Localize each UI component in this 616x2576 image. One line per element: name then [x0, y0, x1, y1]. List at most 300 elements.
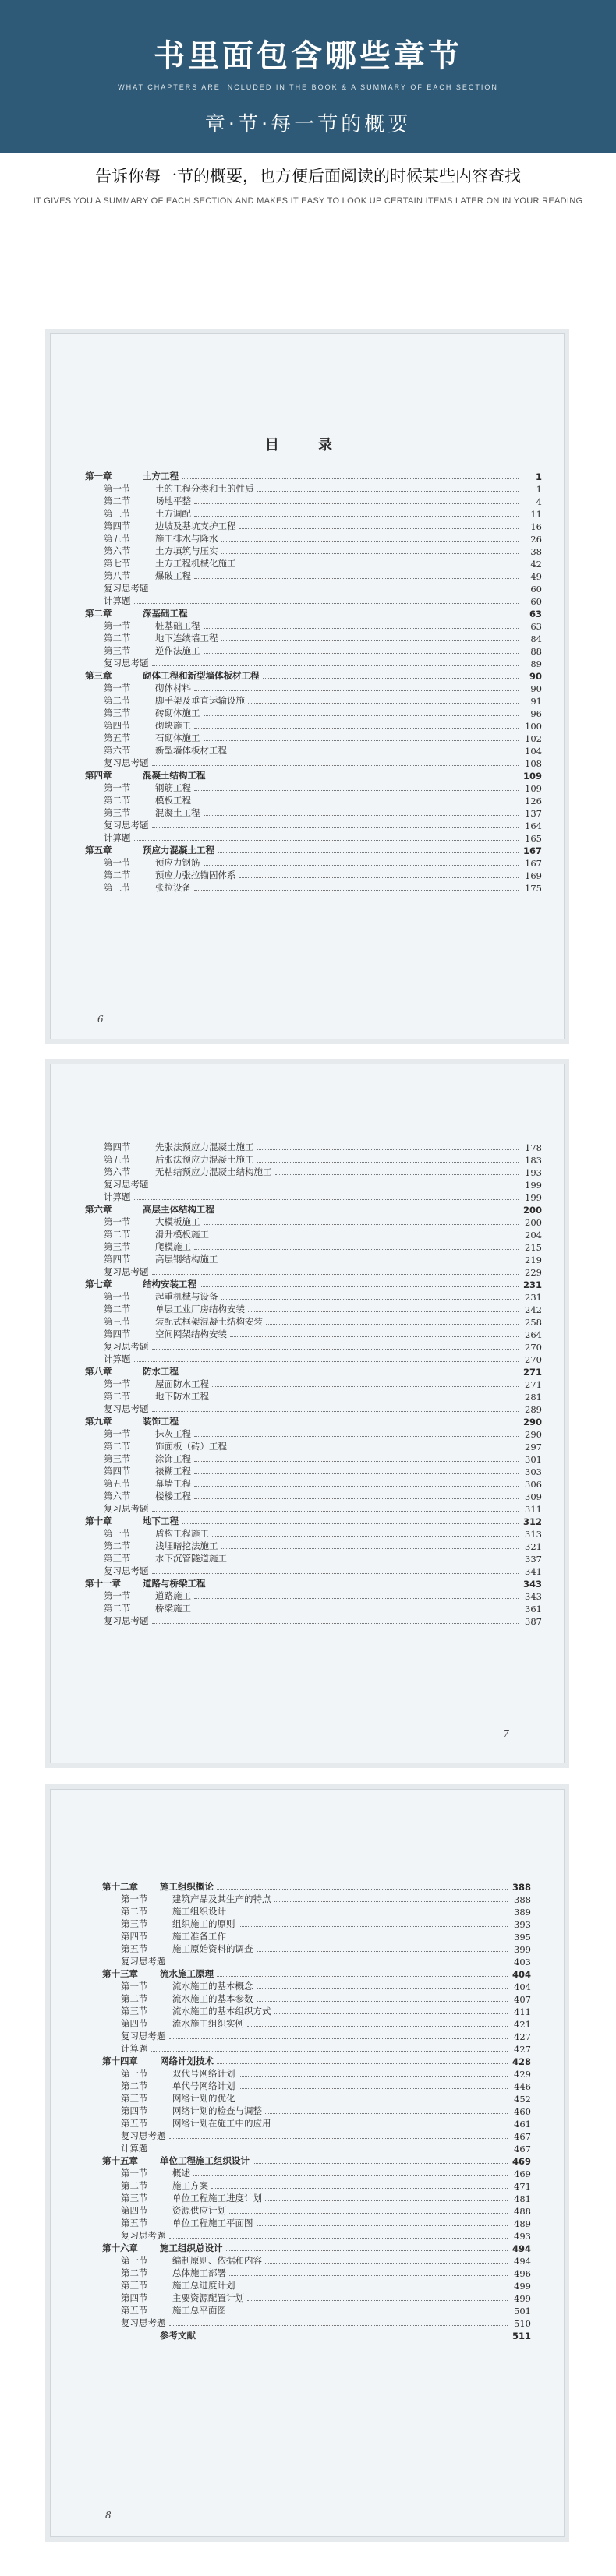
- toc-entry-row: [85, 520, 542, 532]
- entry-page: 361: [525, 1604, 542, 1614]
- entry-title: 滑升模板施工: [155, 1229, 209, 1240]
- entry-title: 单层工业厂房结构安装: [155, 1304, 245, 1314]
- entry-number: 第二节: [104, 1229, 131, 1240]
- toc-entry-row: [85, 595, 542, 607]
- entry-page: 96: [530, 708, 542, 719]
- entry-title: 施工组织总设计: [160, 2243, 223, 2253]
- toc-entry-row: [102, 1955, 531, 1967]
- toc-entry-row: [102, 2267, 531, 2279]
- entry-number: 第四节: [104, 1254, 131, 1265]
- entry-number: 第十章: [85, 1516, 112, 1526]
- leader-dots: [204, 628, 519, 629]
- entry-title: 复习思考题: [121, 1956, 166, 1967]
- entry-title: 抹灰工程: [155, 1428, 191, 1439]
- leader-dots: [194, 578, 519, 579]
- entry-number: 第四节: [104, 1466, 131, 1477]
- leader-dots: [194, 790, 519, 791]
- entry-page: 404: [512, 1969, 531, 1980]
- entry-title: 复习思考题: [121, 2230, 166, 2241]
- entry-number: 第四节: [121, 2105, 148, 2116]
- leader-dots: [193, 2175, 508, 2176]
- entry-page: 165: [525, 833, 542, 844]
- entry-page: 303: [525, 1466, 542, 1477]
- entry-title: 复习思考题: [104, 1615, 149, 1626]
- entry-title: 地下工程: [143, 1516, 179, 1526]
- entry-number: 第五节: [121, 2305, 148, 2316]
- entry-title: 预应力张拉锚固体系: [155, 870, 236, 880]
- leader-dots: [217, 1976, 508, 1977]
- entry-page: 200: [525, 1217, 542, 1228]
- toc-entry-row: [102, 1992, 531, 2005]
- toc-list: [102, 1880, 531, 2341]
- entry-title: 流水施工的基本组织方式: [172, 2006, 271, 2017]
- toc-entry-row: [102, 2192, 531, 2204]
- entry-page: 126: [525, 796, 542, 806]
- entry-number: 第一节: [104, 683, 131, 693]
- leader-dots: [134, 840, 519, 841]
- leader-dots: [266, 1324, 519, 1325]
- toc-entry-row: [85, 831, 542, 844]
- entry-page: 4: [536, 496, 542, 507]
- leader-dots: [194, 890, 519, 891]
- toc-entry-row: [102, 1930, 531, 1943]
- entry-number: 第一节: [104, 1428, 131, 1439]
- toc-page-2: [50, 1064, 565, 1763]
- entry-page: 193: [525, 1167, 542, 1178]
- leader-dots: [230, 1336, 519, 1337]
- leader-dots: [257, 1951, 508, 1952]
- toc-chapter-row: [102, 2055, 531, 2067]
- entry-title: 主要资源配置计划: [172, 2292, 244, 2303]
- entry-title: 模板工程: [155, 795, 191, 806]
- toc-entry-row: [85, 881, 542, 894]
- toc-chapter-row: [85, 1415, 542, 1427]
- toc-entry-row: [85, 806, 542, 819]
- entry-title: 张拉设备: [155, 882, 191, 893]
- entry-page: 403: [514, 1957, 531, 1967]
- entry-title: 施工总进度计划: [172, 2280, 235, 2291]
- leader-dots: [217, 1889, 508, 1890]
- entry-number: 第一节: [104, 1528, 131, 1539]
- toc-entry-row: [85, 1303, 542, 1315]
- entry-page: 388: [512, 1882, 531, 1893]
- toc-entry-row: [85, 1502, 542, 1515]
- leader-dots: [257, 1162, 519, 1163]
- toc-entry-row: [85, 1465, 542, 1477]
- entry-title: 砌体材料: [155, 683, 191, 693]
- entry-number: 第二节: [104, 633, 131, 644]
- toc-entry-row: [85, 632, 542, 644]
- toc-entry-row: [85, 1565, 542, 1577]
- toc-entry-row: [85, 1552, 542, 1565]
- toc-chapter-row: [85, 1278, 542, 1290]
- entry-number: 第五章: [85, 845, 112, 856]
- entry-page: 84: [530, 633, 542, 644]
- toc-chapter-row: [102, 2329, 531, 2341]
- entry-page: 499: [514, 2293, 531, 2304]
- leader-dots: [194, 728, 519, 729]
- toc-entry-row: [85, 1340, 542, 1353]
- entry-page: 428: [512, 2056, 531, 2067]
- entry-page: 102: [525, 733, 542, 744]
- entry-page: 312: [522, 1516, 542, 1527]
- toc-entry-row: [102, 2317, 531, 2329]
- toc-entry-row: [102, 2167, 531, 2179]
- toc-entry-row: [85, 744, 542, 757]
- toc-entry-row: [85, 1228, 542, 1240]
- entry-number: 第二节: [104, 1304, 131, 1314]
- entry-page: 489: [514, 2218, 531, 2229]
- toc-chapter-row: [102, 1967, 531, 1980]
- toc-entry-row: [102, 2080, 531, 2092]
- entry-page: 100: [525, 721, 542, 732]
- toc-entry-row: [85, 869, 542, 881]
- entry-number: 第一节: [104, 1378, 131, 1389]
- toc-list: [85, 1141, 542, 1627]
- entry-title: 逆作法施工: [155, 645, 200, 656]
- entry-title: 复习思考题: [104, 1503, 149, 1514]
- entry-title: 施工组织设计: [172, 1906, 226, 1917]
- leader-dots: [248, 1311, 519, 1312]
- entry-number: 第二节: [104, 1391, 131, 1402]
- toc-heading: 目 录: [264, 437, 350, 453]
- toc-entry-row: [85, 782, 542, 794]
- entry-number: 第二节: [121, 2267, 148, 2278]
- leader-dots: [239, 2088, 508, 2089]
- entry-number: 第一节: [121, 1981, 148, 1992]
- toc-entry-row: [102, 2042, 531, 2055]
- entry-title: 流水施工的基本参数: [172, 1993, 253, 2004]
- leader-dots: [257, 491, 519, 492]
- toc-entry-row: [85, 1427, 542, 1440]
- toc-entry-row: [85, 1191, 542, 1203]
- entry-title: 涂饰工程: [155, 1453, 191, 1464]
- leader-dots: [194, 690, 519, 691]
- entry-title: 流水施工的基本概念: [172, 1981, 253, 1992]
- entry-title: 饰面板（砖）工程: [155, 1441, 227, 1452]
- toc-page-3: [50, 1789, 565, 2537]
- toc-entry-row: [85, 1378, 542, 1390]
- toc-entry-row: [85, 1403, 542, 1415]
- entry-page: 16: [530, 521, 542, 532]
- entry-title: 计算题: [104, 1353, 131, 1364]
- leader-dots: [265, 2200, 508, 2201]
- entry-page: 452: [514, 2094, 531, 2105]
- leader-dots: [182, 478, 519, 479]
- entry-page: 387: [525, 1616, 542, 1627]
- entry-page: 481: [514, 2193, 531, 2204]
- leader-dots: [257, 1149, 519, 1150]
- entry-number: 第十二章: [102, 1881, 138, 1892]
- entry-number: 第五节: [104, 1154, 131, 1165]
- entry-title: 后张法预应力混凝土施工: [155, 1154, 254, 1165]
- toc-entry-row: [85, 507, 542, 520]
- entry-number: 第二节: [104, 795, 131, 806]
- entry-number: 第五节: [121, 2218, 148, 2228]
- entry-page: 494: [512, 2243, 531, 2254]
- leader-dots: [204, 1224, 519, 1225]
- toc-chapter-row: [85, 669, 542, 682]
- entry-page: 311: [525, 1504, 542, 1515]
- leader-dots: [274, 2013, 508, 2014]
- entry-title: 单位工程施工组织设计: [160, 2155, 250, 2166]
- entry-page: 494: [514, 2256, 531, 2267]
- entry-title: 计算题: [104, 1191, 131, 1202]
- entry-title: 高层钢结构施工: [155, 1254, 218, 1265]
- entry-page: 393: [514, 1919, 531, 1930]
- entry-title: 土方工程: [143, 471, 179, 482]
- entry-title: 总体施工部署: [172, 2267, 226, 2278]
- leader-dots: [265, 2113, 508, 2114]
- entry-title: 施工组织概论: [160, 1881, 214, 1892]
- entry-page: 215: [525, 1242, 542, 1253]
- page-number: 6: [97, 1014, 104, 1025]
- entry-number: 第四节: [104, 1329, 131, 1339]
- leader-dots: [221, 640, 519, 641]
- entry-page: 264: [525, 1329, 542, 1340]
- entry-title: 土方填筑与压实: [155, 545, 218, 556]
- entry-page: 231: [522, 1279, 542, 1290]
- toc-entry-row: [102, 1905, 531, 1918]
- entry-number: 第二节: [104, 1540, 131, 1551]
- toc-entry-row: [85, 545, 542, 557]
- entry-page: 290: [522, 1417, 542, 1427]
- entry-title: 复习思考题: [104, 1266, 149, 1277]
- entry-page: 306: [525, 1479, 542, 1490]
- toc-entry-row: [85, 1490, 542, 1502]
- header-banner: [0, 0, 616, 153]
- entry-page: 258: [525, 1317, 542, 1328]
- entry-page: 411: [514, 2006, 531, 2017]
- leader-dots: [152, 827, 519, 828]
- entry-page: 511: [512, 2331, 531, 2341]
- leader-dots: [194, 1486, 519, 1487]
- toc-entry-row: [102, 2117, 531, 2130]
- entry-page: 461: [514, 2119, 531, 2130]
- leader-dots: [152, 665, 519, 666]
- entry-title: 钢筋工程: [155, 782, 191, 793]
- leader-dots: [152, 1274, 519, 1275]
- leader-dots: [263, 678, 519, 679]
- entry-page: 108: [525, 758, 542, 769]
- entry-title: 复习思考题: [104, 1341, 149, 1352]
- entry-page: 337: [525, 1554, 542, 1565]
- entry-number: 第六节: [104, 545, 131, 556]
- entry-page: 407: [514, 1994, 531, 2005]
- entry-number: 第三章: [85, 670, 112, 681]
- entry-page: 501: [514, 2306, 531, 2317]
- toc-entry-row: [102, 2005, 531, 2017]
- leader-dots: [151, 2051, 508, 2052]
- entry-title: 地下防水工程: [155, 1391, 209, 1402]
- entry-title: 幕墙工程: [155, 1478, 191, 1489]
- entry-title: 复习思考题: [104, 757, 149, 768]
- leader-dots: [204, 815, 519, 816]
- entry-number: 第六章: [85, 1204, 112, 1215]
- entry-title: 装饰工程: [143, 1416, 179, 1427]
- entry-page: 290: [525, 1429, 542, 1440]
- entry-number: 第六节: [104, 1491, 131, 1501]
- leader-dots: [134, 603, 519, 604]
- entry-number: 第二节: [121, 1993, 148, 2004]
- toc-entry-row: [102, 2130, 531, 2142]
- leader-dots: [152, 1573, 519, 1574]
- toc-chapter-row: [102, 1880, 531, 1893]
- entry-title: 爬模施工: [155, 1241, 191, 1252]
- entry-number: 第四节: [121, 2292, 148, 2303]
- entry-title: 水下沉管隧道施工: [155, 1553, 227, 1564]
- entry-page: 469: [512, 2156, 531, 2167]
- entry-page: 11: [530, 509, 542, 520]
- entry-page: 341: [525, 1566, 542, 1577]
- entry-number: 第三节: [104, 645, 131, 656]
- entry-title: 石砌体施工: [155, 732, 200, 743]
- toc-entry-row: [102, 2067, 531, 2080]
- intro-section: [0, 153, 616, 333]
- entry-page: 460: [514, 2106, 531, 2117]
- entry-title: 高层主体结构工程: [143, 1204, 214, 1215]
- leader-dots: [204, 653, 519, 654]
- toc-entry-row: [85, 495, 542, 507]
- entry-page: 281: [525, 1392, 542, 1403]
- entry-title: 复习思考题: [104, 658, 149, 669]
- entry-number: 第四节: [121, 2018, 148, 2029]
- entry-title: 装配式框架混凝土结构安装: [155, 1316, 263, 1327]
- toc-entry-row: [85, 1315, 542, 1328]
- entry-number: 第一节: [104, 782, 131, 793]
- toc-entry-row: [85, 1614, 542, 1627]
- entry-title: 计算题: [104, 595, 131, 606]
- entry-number: 第二节: [104, 870, 131, 880]
- leader-dots: [274, 1901, 508, 1902]
- entry-title: 预应力钢筋: [155, 857, 200, 868]
- toc-entry-row: [85, 1253, 542, 1265]
- leader-dots: [134, 1361, 519, 1362]
- entry-number: 第三节: [121, 2193, 148, 2204]
- entry-number: 第一节: [121, 2168, 148, 2179]
- entry-page: 499: [514, 2281, 531, 2292]
- toc-entry-row: [85, 719, 542, 732]
- entry-title: 复习思考题: [104, 1403, 149, 1414]
- entry-number: 第一节: [121, 2255, 148, 2266]
- toc-entry-row: [102, 2304, 531, 2317]
- intro-text-en: IT GIVES YOU A SUMMARY OF EACH SECTION AND MAKES IT EASY TO LOOK UP CERTAIN ITEMS LATER ON IN YOUR READING: [33, 196, 583, 206]
- leader-dots: [257, 2225, 508, 2226]
- leader-dots: [239, 877, 519, 878]
- entry-title: 资源供应计划: [172, 2205, 226, 2216]
- entry-number: 第十一章: [85, 1578, 121, 1589]
- entry-number: 第一节: [104, 1291, 131, 1302]
- entry-page: 231: [525, 1292, 542, 1303]
- leader-dots: [169, 2138, 508, 2139]
- leader-dots: [134, 1199, 519, 1200]
- entry-page: 289: [525, 1404, 542, 1415]
- entry-number: 第一节: [104, 620, 131, 631]
- toc-entry-row: [102, 1893, 531, 1905]
- leader-dots: [152, 1349, 519, 1350]
- entry-title: 地下连续墙工程: [155, 633, 218, 644]
- toc-chapter-row: [85, 769, 542, 782]
- toc-chapter-row: [85, 1577, 542, 1590]
- toc-entry-row: [102, 1918, 531, 1930]
- entry-page: 89: [530, 658, 542, 669]
- entry-title: 网络计划在施工中的应用: [172, 2118, 271, 2129]
- toc-entry-row: [85, 1153, 542, 1166]
- entry-title: 施工总平面图: [172, 2305, 226, 2316]
- entry-title: 复习思考题: [121, 2317, 166, 2328]
- entry-number: 第二节: [104, 1441, 131, 1452]
- entry-title: 混凝土结构工程: [143, 770, 206, 781]
- entry-title: 桩基础工程: [155, 620, 200, 631]
- entry-number: 第十六章: [102, 2243, 138, 2253]
- entry-title: 网络计划的优化: [172, 2093, 235, 2104]
- entry-page: 270: [525, 1342, 542, 1353]
- leader-dots: [221, 1548, 519, 1549]
- leader-dots: [212, 1386, 519, 1387]
- leader-dots: [204, 740, 519, 741]
- entry-number: 第七节: [104, 558, 131, 569]
- toc-chapter-row: [102, 2242, 531, 2254]
- entry-number: 第十四章: [102, 2056, 138, 2066]
- entry-number: 第二节: [121, 2180, 148, 2191]
- entry-number: 第八章: [85, 1366, 112, 1377]
- leader-dots: [194, 1249, 519, 1250]
- entry-title: 道路与桥梁工程: [143, 1578, 206, 1589]
- entry-title: 起重机械与设备: [155, 1291, 218, 1302]
- toc-entry-row: [85, 1477, 542, 1490]
- toc-chapter-row: [85, 607, 542, 619]
- entry-number: 第四节: [104, 1142, 131, 1152]
- entry-number: 第三节: [104, 1553, 131, 1564]
- toc-entry-row: [102, 2204, 531, 2217]
- leader-dots: [217, 2063, 508, 2064]
- leader-dots: [257, 2001, 508, 2002]
- intro-text-zh: 告诉你每一节的概要，也方便后面阅读的时候某些内容查找: [95, 167, 521, 185]
- entry-title: 编制原则、依据和内容: [172, 2255, 262, 2266]
- leader-dots: [211, 2188, 508, 2189]
- entry-number: 第三节: [104, 882, 131, 893]
- leader-dots: [229, 2213, 508, 2214]
- entry-number: 第三节: [121, 2280, 148, 2291]
- toc-entry-row: [102, 2105, 531, 2117]
- toc-entry-row: [85, 694, 542, 707]
- entry-page: 167: [525, 858, 542, 869]
- entry-number: 第七章: [85, 1279, 112, 1290]
- leader-dots: [152, 1511, 519, 1512]
- entry-title: 网络计划的检查与调整: [172, 2105, 262, 2116]
- toc-entry-row: [85, 482, 542, 495]
- toc-entry-row: [85, 856, 542, 869]
- toc-entry-row: [85, 794, 542, 806]
- toc-entry-row: [85, 1328, 542, 1340]
- leader-dots: [257, 1988, 508, 1989]
- entry-title: 施工方案: [172, 2180, 208, 2191]
- entry-number: 第五节: [104, 1478, 131, 1489]
- entry-title: 建筑产品及其生产的特点: [172, 1893, 271, 1904]
- entry-title: 大模板施工: [155, 1216, 200, 1227]
- entry-page: 313: [525, 1529, 542, 1540]
- entry-number: 第三节: [104, 708, 131, 718]
- entry-number: 第九章: [85, 1416, 112, 1427]
- entry-page: 91: [530, 696, 542, 707]
- entry-title: 施工准备工作: [172, 1931, 226, 1942]
- entry-page: 1: [535, 471, 542, 482]
- toc-entry-row: [85, 557, 542, 570]
- entry-title: 复习思考题: [121, 2130, 166, 2141]
- entry-page: 343: [522, 1579, 542, 1590]
- toc-entry-row: [85, 1290, 542, 1303]
- entry-title: 复习思考题: [104, 1565, 149, 1576]
